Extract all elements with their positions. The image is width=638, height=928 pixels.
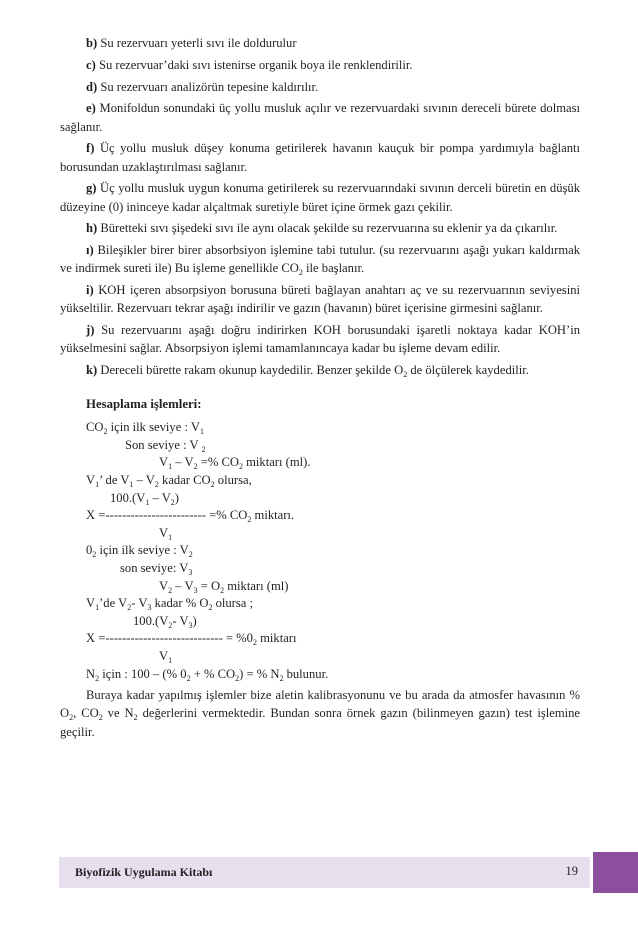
calc-co2-final-level: Son seviye : V $_2$	[125, 437, 206, 454]
calc-co2-initial-level: $CO_2$ için ilk seviye : $V_1$	[86, 420, 204, 437]
chapter-side-tab	[593, 852, 638, 893]
step-k: k) Dereceli bürette rakam okunup kaydedilir. Benzer şekilde $O_2$ de ölçülerek kaydedilir.	[86, 363, 529, 380]
calc-o2-amount: $V_2 - V_3 = O_2$ miktarı (ml)	[159, 578, 289, 595]
calc-co2-formula: X =------------------------ =% $CO_2$ miktarı.	[86, 508, 295, 525]
book-title: Biyofizik Uygulama Kitabı	[75, 865, 213, 879]
calc-co2-ratio-text: $V_1$’ de $V_1 - V_2$ kadar $CO_2$ olursa,	[86, 472, 252, 489]
closing-paragraph: Buraya kadar yapılmış işlemler bize aletin kalibrasyonunu ve bu arada da atmosfer havasının % $O_2$, $CO_2$ ve $N_2$ değerlerini vermektedir. Bundan sonra örnek gazın (bilinmeyen gazın) test işlemine geçilir.	[60, 688, 581, 739]
calc-o2-initial-level: $0_2$ için ilk seviye : $V_2$	[86, 543, 193, 560]
step-f: f) Üç yollu musluk düşey konuma getirilerek havanın kauçuk bir pompa yardımıyla bağlantı borusundan uzaklaştırılması sağlanır.	[60, 141, 580, 174]
calc-o2-formula: X =---------------------------- = $\%0_2$ miktarı	[86, 631, 297, 648]
step-b: b) Su rezervuarı yeterli sıvı ile doldurulur	[86, 36, 297, 50]
step-c: c) Su rezervuar’daki sıvı istenirse organik boya ile renklendirilir.	[86, 57, 413, 72]
footer-band	[59, 857, 590, 888]
calc-o2-final-level: son seviye: $V_3$	[120, 560, 193, 577]
step-i-dotless: ı) Bileşikler birer birer absorbsiyon işlemine tabi tutulur. (su rezervuarını aşağı yukarı kaldırmak ve indirmek sureti ile) Bu işleme genellikle $CO_2$ ile başlanır.	[60, 243, 580, 278]
calculation-heading: Hesaplama işlemleri:	[86, 396, 202, 411]
step-g: g) Üç yollu musluk uygun konuma getirilerek su rezervuarındaki sıvının derceli büretin en düşük düzeyine (0) ininceye kadar alçaltmak suretiyle büret içine örmek gazı çekilir.	[60, 181, 580, 214]
calc-co2-denominator: $V_1$	[159, 525, 173, 542]
calc-o2-numerator: $100.(V_2-$ $V_3$)	[133, 613, 197, 630]
page-content	[60, 34, 580, 744]
page-number: 19	[565, 864, 578, 878]
calc-co2-numerator: $100.(V_1 - V_2)$	[110, 490, 179, 507]
calc-co2-amount: $V_1 - V_2$ =% $CO_2$ miktarı (ml).	[159, 455, 311, 472]
calc-n2: $N_2$ için : 100 – (% $0_2$ + % $CO_2$) = % $N_2$ bulunur.	[86, 666, 329, 683]
calc-o2-denominator: $V_1$	[159, 648, 173, 665]
step-d: d) Su rezervuarı analizörün tepesine kaldırılır.	[86, 79, 319, 94]
step-h: h) Büretteki sıvı şişedeki sıvı ile aynı olacak şekilde su rezervuarına su eklenir ya da çıkarılır.	[86, 221, 558, 236]
step-i: i) KOH içeren absorpsiyon borusuna büreti bağlayan anahtarı aç ve su rezervuarının seviyesini yükseltilir. Rezervuarı tekrar aşağı indirilir ve gazın (havanın) büret içerisine girmesini sağlanır.	[60, 283, 580, 316]
step-j: j) Su rezervuarını aşağı doğru indirirken KOH borusundaki işaretli noktaya kadar KOH’in yükselmesini sağlar. Absorpsiyon işlemi tamamlanıncaya kadar bu işleme devam edilir.	[60, 323, 580, 356]
step-e: e) Monifoldun sonundaki üç yollu musluk açılır ve rezervuardaki sıvının dereceli bürete dolması sağlanır.	[60, 101, 580, 134]
calc-o2-ratio-text: $V_1’de$ $V_2-$ $V_3$ kadar % $O_2$ olursa ;	[86, 596, 254, 613]
